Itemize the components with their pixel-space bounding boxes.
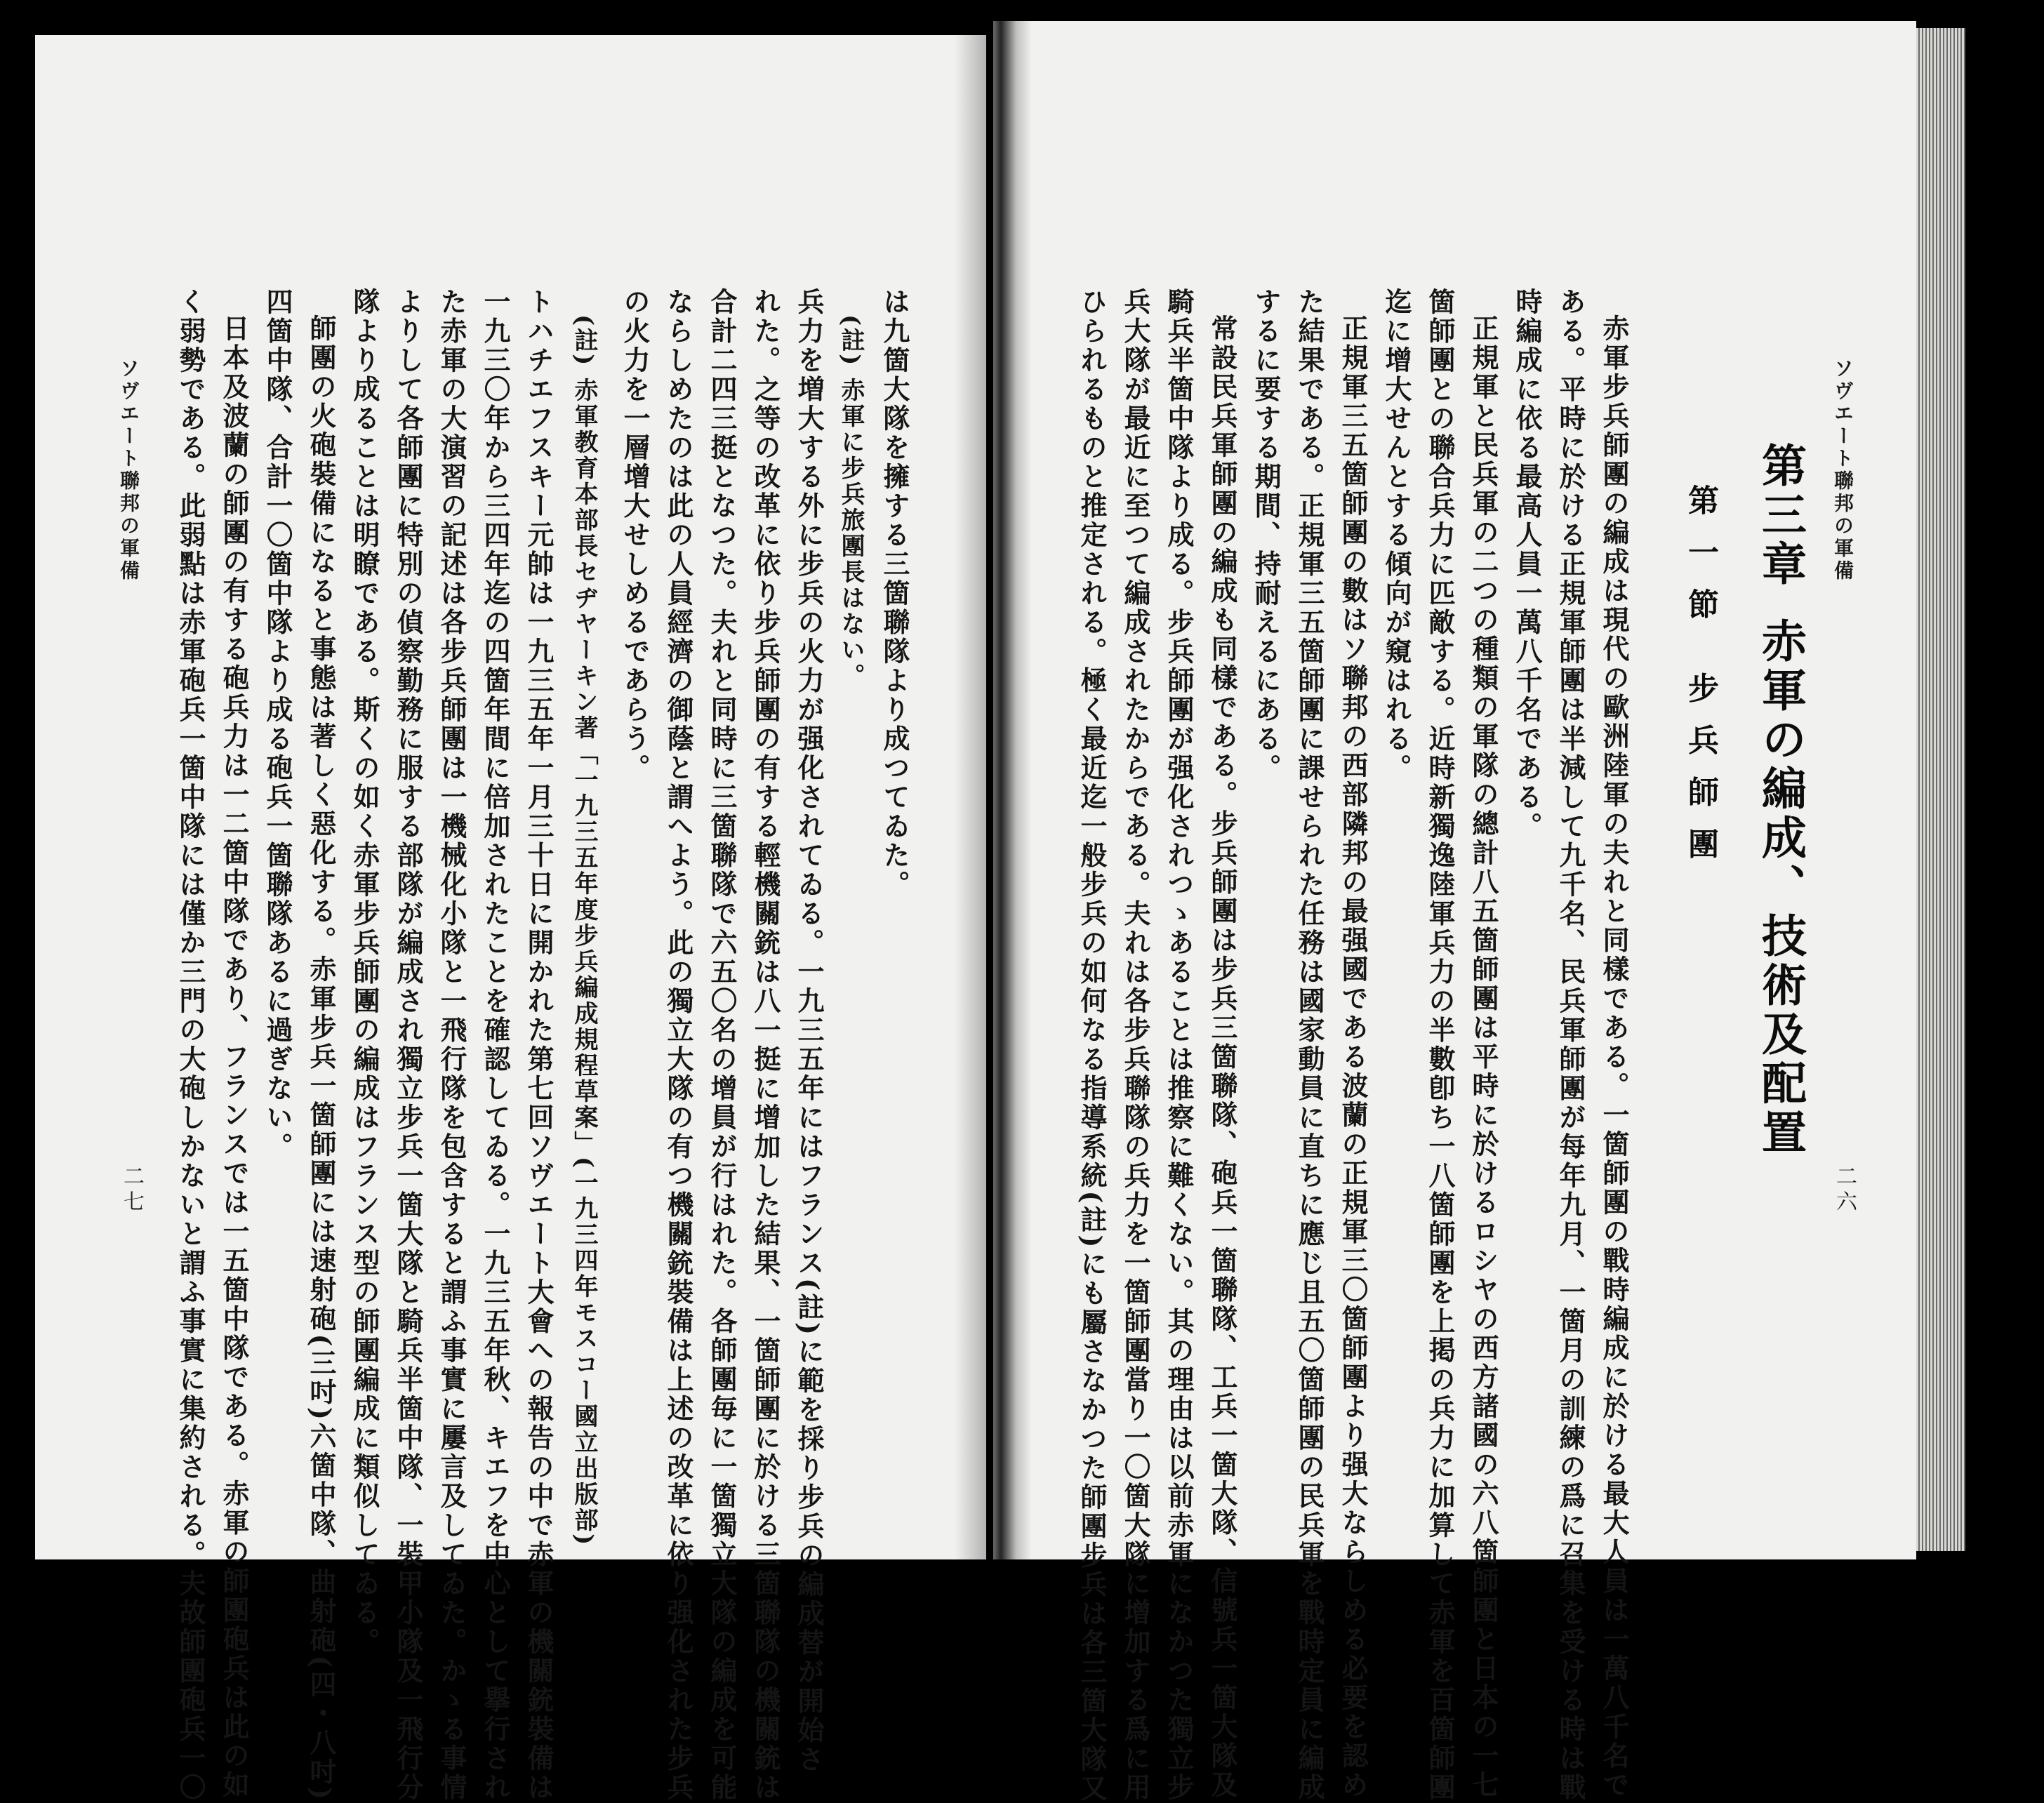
right-col-12: 兵大隊が最近に至つて編成されたからである。夫れは各步兵聯隊の兵力を一箇師團當り一〇箇大隊に增加する爲に用: [1120, 288, 1151, 1802]
section-title: 第一節 步兵師團: [1683, 484, 1718, 880]
left-col-7: の火力を一層增大せしめるであらう。: [619, 288, 651, 783]
right-col-6: 迄に增大せんとする傾向が窺はれる。: [1381, 288, 1412, 783]
right-col-9: するに要する期間、持耐えるにある。: [1250, 288, 1282, 783]
left-col-2: (註) 赤軍に步兵旅團長はない。: [837, 314, 865, 690]
page-edges: [1916, 28, 1965, 1551]
right-col-10: 常設民兵軍師團の編成も同樣である。步兵師團は步兵三箇聯隊、砲兵一箇聯隊、工兵一箇大隊、信號兵一箇大隊及: [1207, 314, 1238, 1800]
chapter-name: 赤軍の編成、技術及配置: [1754, 618, 1807, 1158]
left-col-16: 日本及波蘭の師團の有する砲兵力は一二箇中隊であり、フランスでは一五箇中隊である。赤軍の師團砲兵は此の如: [218, 314, 250, 1800]
left-col-5: 合計二四三挺となつた。夫れと同時に三箇聯隊で六五〇名の增員が行はれた。各師團毎に一箇獨立大隊の編成を可能: [706, 288, 738, 1802]
left-col-4: れた。之等の改革に依り步兵師團の有する輕機關銃は八一挺に增加した結果、一箇師團に於ける三箇聯隊の機關銃は: [750, 288, 781, 1802]
right-col-3: 時編成に依る最高人員一萬八千名である。: [1511, 288, 1543, 841]
left-col-3: 兵力を増大する外に步兵の火力が强化されてゐる。一九三五年にはフランス(註)に範を採り步兵の編成替が開始さ: [793, 288, 825, 1774]
chapter-number: 第三章: [1754, 442, 1807, 590]
right-col-1: 赤軍步兵師團の編成は現代の歐洲陸軍の夫れと同樣である。一箇師團の戰時編成に於ける最大人員は一萬八千名で: [1598, 314, 1630, 1800]
left-col-10: 一九三〇年から三四年迄の四箇年間に倍加されたことを確認してゐる。一九三五年秋、キエフを中心として擧行され: [479, 288, 511, 1802]
left-col-15: 四箇中隊、合計一〇箇中隊より成る砲兵一箇聯隊あるに過ぎない。: [262, 288, 293, 1162]
right-page-number: 二六: [1832, 1165, 1857, 1216]
right-col-4: 正規軍と民兵軍の二つの種類の軍隊の總計八五箇師團は平時に於けるロシヤの西方諸國の六八箇師團と日本の一七: [1468, 314, 1499, 1800]
left-page-number: 二七: [119, 1165, 144, 1216]
right-col-5: 箇師團との聯合兵力に匹敵する。近時新獨逸陸軍兵力の半數卽ち一八箇師團を上掲の兵力に加算して赤軍を百箇師團: [1424, 288, 1456, 1802]
right-col-11: 騎兵半箇中隊より成る。步兵師團が强化されつゝあることは推察に難くない。其の理由は以前赤軍になかつた獨立步: [1163, 288, 1195, 1802]
right-col-2: ある。平時に於ける正規軍師團は半減して九千名、民兵軍師團が每年九月、一箇月の訓練の爲に召集を受ける時は戰: [1555, 288, 1586, 1802]
left-col-11: た赤軍の大演習の記述は各步兵師團は一機械化小隊と一飛行隊を包含すると謂ふ事實に屢言及してゐた。かゝる事情: [436, 288, 467, 1802]
left-col-6: ならしめたのは此の人員經濟の御蔭と謂へよう。此の獨立大隊の有つ機關銃裝備は上述の改革に依り强化された步兵: [663, 288, 694, 1802]
left-col-12: よりして各師團に特別の偵察勤務に服する部隊が編成され獨立步兵一箇大隊と騎兵半箇中隊、一裝甲小隊及一飛行分: [392, 288, 424, 1802]
right-col-8: た結果である。正規軍三五箇師團に課せられた任務は國家動員に直ちに應じ且五〇箇師團の民兵軍を戰時定員に編成: [1294, 288, 1325, 1802]
left-col-13: 隊より成ることは明瞭である。斯くの如く赤軍步兵師團の編成はフランス型の師團編成に類似してゐる。: [349, 288, 380, 1657]
left-running-header: ソヴエート聯邦の軍備: [117, 358, 140, 583]
chapter-title: [1748, 442, 1812, 1158]
left-col-1: は九箇大隊を擁する三箇聯隊より成つてゐた。: [879, 288, 910, 900]
right-running-header: ソヴエート聯邦の軍備: [1831, 358, 1854, 583]
right-col-13: ひられるものと推定される。極く最近迄一般步兵の如何なる指導系統(註)にも屬さなかつた師團步兵は各三箇大隊又: [1076, 288, 1108, 1803]
right-col-7: 正規軍三五箇師團の數はソ聯邦の西部隣邦の最强國である波蘭の正規軍三〇箇師團より强大ならしめる必要を認め: [1337, 314, 1369, 1800]
book-gutter: [955, 21, 1032, 1559]
left-col-9: トハチエフスキー元帥は一九三五年一月三十日に開かれた第七回ソヴエート大會への報告の中で赤軍の機關銃裝備は: [523, 288, 555, 1802]
left-col-8: (註) 赤軍教育本部長セヂヤーキン著「一九三五年度步兵編成規程草案」(一九三四年モスコー國立出版部): [570, 314, 598, 1548]
left-col-14: 師團の火砲裝備になると事態は著しく惡化する。赤軍步兵一箇師團には速射砲(三吋)六箇中隊、曲射砲(四・八吋): [305, 314, 337, 1802]
left-col-17: く弱勢である。此弱點は赤軍砲兵一箇中隊には僅か三門の大砲しかないと謂ふ事實に集約される。夫故師團砲兵一〇: [175, 288, 206, 1802]
